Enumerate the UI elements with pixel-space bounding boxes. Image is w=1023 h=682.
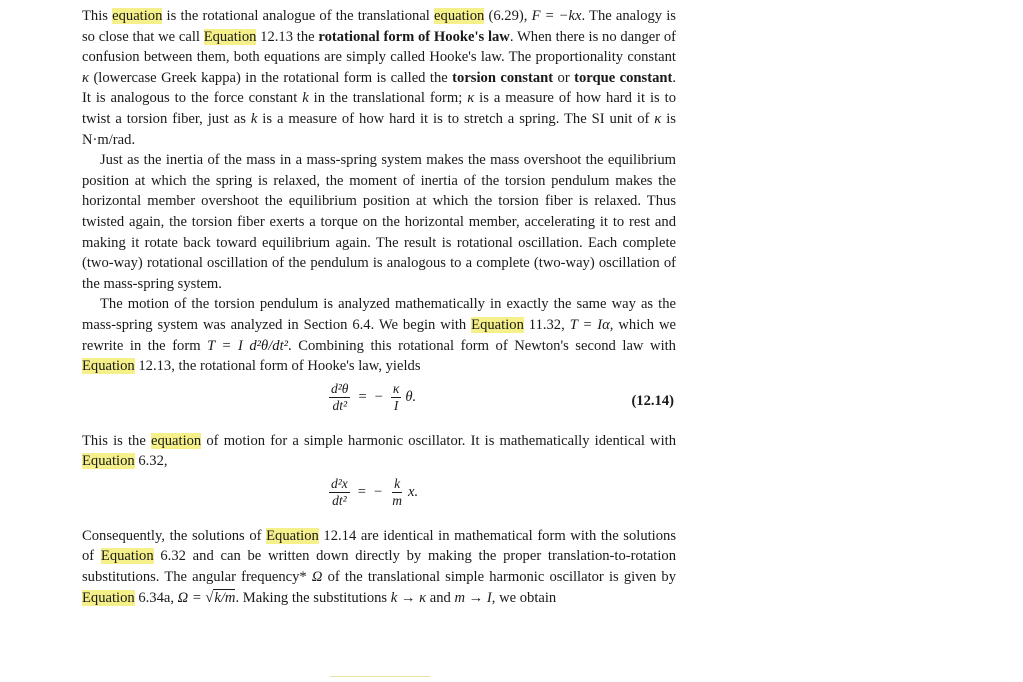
math-inline: κ [82,69,90,86]
math-inline: k [302,90,309,107]
text: . Combining this rotational form of Newton's second law with [288,337,676,354]
math-inline: F = −kx [531,8,582,24]
math-inline: Ω = √ [177,589,214,606]
text: 6.32, [134,453,168,470]
denominator: I [393,397,399,413]
equation-number: (12.14) [631,392,674,409]
highlight-equation: equation [112,8,163,24]
paragraph-torsion-analysis [82,294,676,376]
numerator: κ [392,380,400,396]
highlight-equation: equation [434,8,485,24]
text: 12.14 are identical in mathematical form with the solutions of [82,527,677,565]
denominator: m [392,492,403,508]
text: (lowercase Greek kappa) in the rotational form is called the [89,69,453,86]
minus-sign: − [374,388,383,405]
text: The motion of the torsion pendulum is analyzed mathematically in exactly the same way as the mass-spring system was analyzed in Section 6.4. We begin with [82,296,676,333]
text: 6.34a, [134,589,178,606]
highlight-equation: Equation [82,589,135,606]
highlight-fragment [330,676,430,677]
text: and [426,589,455,606]
math-inline: k → κ [390,589,427,606]
math-inline: k [250,110,258,127]
bold-term: rotational form of Hooke's law [318,28,510,45]
equation-12-14 [82,379,676,425]
math-inline: m → I [454,589,492,606]
text: in the translational form; [308,90,468,107]
math-inline: κ [467,90,475,107]
text: . When there is no danger of confusion between them, both equations are simply called Hooke's law. The proportionality constant [82,28,676,66]
highlight-equation: Equation [100,548,154,565]
paragraph-hookes-law [82,6,676,150]
text: of the translational simple harmonic oscillator is given by [322,569,676,586]
text: . Making the substitutions [235,589,391,606]
bold-term: torque constant [574,69,673,86]
highlight-equation: Equation [266,527,319,544]
textbook-page [82,6,676,608]
highlight-equation: Equation [82,358,135,375]
text: is a measure of how hard it is to twist a torsion fiber, just as [82,90,677,127]
text: (6.29), [484,8,532,24]
numerator: d²x [331,475,348,491]
highlight-equation: Equation [471,316,524,333]
text: is N·m/rad. [82,110,676,148]
text: This [82,8,113,24]
text: or [553,69,575,86]
fraction-lhs [329,476,350,509]
paragraph-rotational-oscillation: Just as the inertia of the mass in a mass-spring system makes the mass overshoot the equilibrium position at which the spring is relaxed, the moment of inertia of the torsion pendulum makes the horizontal member overshoot the equilibrium position at which the torsion fiber is relaxed. Thus twisted again, the torsion fiber exerts a torque on the horizontal member, accelerating it to rest and making it rotate back toward equilibrium again. The result is rotational oscillation. Each complete (two-way) rotational oscillation of the pendulum is analogous to a complete (two-way) oscillation of the mass-spring system. [82,152,676,292]
highlight-equation: equation [150,432,202,449]
paragraph-solutions [82,526,676,608]
equals-sign: = [358,388,367,405]
text: of motion for a simple harmonic oscillator. It is mathematically identical with [201,432,676,449]
highlight-equation: Equation [82,453,135,470]
equation-6-32 [82,474,676,520]
math-inline: T = Iα [569,316,610,333]
text: 6.32 and can be written down directly by making the proper translation-to-rotation substitutions. The angular frequency* [82,548,677,586]
fraction-lhs [329,381,350,414]
variable: x. [408,484,419,501]
denominator: dt² [332,397,347,413]
fraction-rhs [390,476,404,509]
equation-body [325,476,418,509]
text: is a measure of how hard it is to stretch a spring. The SI unit of [257,110,655,127]
fraction-rhs [391,381,401,414]
math-inline: Ω [311,569,323,586]
text: This is the [82,432,151,449]
numerator: d²θ [331,380,349,396]
paragraph-shm [82,431,676,472]
math-inline: κ [654,110,662,127]
bold-term: torsion constant [452,69,554,86]
text: is the rotational analogue of the translational [162,8,435,24]
highlight-equation: Equation [203,28,257,45]
math-radicand: k/m [214,589,236,606]
text: . It is analogous to the force constant [82,69,676,107]
equation-body [325,381,416,414]
numerator: k [394,475,401,491]
text: , which we rewrite in the form [82,316,676,354]
text: 12.13, the rotational form of Hooke's law, yields [134,358,421,375]
equals-sign: = [357,484,367,501]
minus-sign: − [374,484,383,501]
text: Consequently, the solutions of [82,527,267,544]
denominator: dt² [332,492,347,508]
text: 11.32, [523,316,570,333]
math-inline: T = I d²θ/dt² [207,337,288,354]
text: 12.13 the [256,28,319,45]
text: , we obtain [491,589,557,606]
text: . The analogy is so close that we call [82,8,676,45]
variable: θ. [405,388,417,405]
